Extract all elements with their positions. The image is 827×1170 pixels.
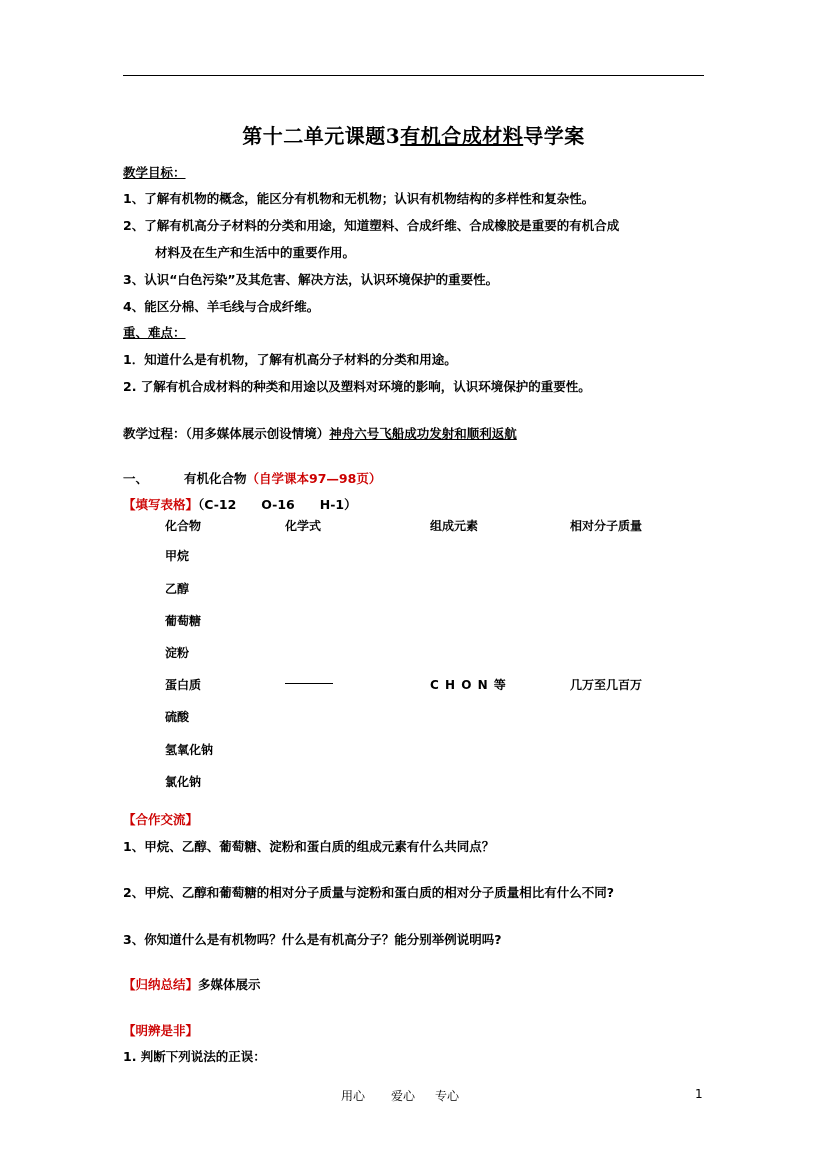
teaching-process: 教学过程：（用多媒体展示创设情境）神舟六号飞船成功发射和顺利返航 [123, 426, 517, 441]
formula-dash [285, 683, 333, 684]
fill-table-label: 【填写表格】（C-12 O-16 H-1） [123, 497, 357, 512]
goal-item-continued: 材料及在生产和生活中的重要作用。 [155, 245, 356, 260]
cooperation-question: 1、甲烷、乙醇、葡萄糖、淀粉和蛋白质的组成元素有什么共同点？ [123, 839, 495, 854]
goal-item: 2、了解有机高分子材料的分类和用途，知道塑料、合成纤维、合成橡胶是重要的有机合成 [123, 218, 620, 233]
table-row: 葡萄糖 [165, 614, 202, 628]
judge-instruction: 1. 判断下列说法的正误： [123, 1049, 266, 1064]
section-heading: 一、 有机化合物（自学课本97—98页） [123, 471, 382, 486]
table-row: 淀粉 [165, 646, 190, 660]
footer-motto: 用心 [341, 1089, 366, 1103]
table-row: 硫酸 [165, 710, 190, 724]
page-number: 1 [695, 1087, 703, 1101]
protein-elements: C H O N 等 [430, 678, 507, 692]
goal-item: 3、认识“白色污染”及其危害、解决方法，认识环境保护的重要性。 [123, 272, 499, 287]
key-point-item: 2. 了解有机合成材料的种类和用途以及塑料对环境的影响，认识环境保护的重要性。 [123, 379, 591, 394]
header-rule [123, 75, 704, 76]
table-row: 蛋白质 [165, 678, 202, 692]
cooperation-question: 2、甲烷、乙醇和葡萄糖的相对分子质量与淀粉和蛋白质的相对分子质量相比有什么不同? [123, 885, 614, 900]
key-points-heading: 重、难点： [123, 325, 186, 340]
table-header-compound: 化合物 [165, 519, 202, 533]
table-header-mass: 相对分子质量 [570, 519, 643, 533]
table-row: 氢氧化钠 [165, 743, 214, 757]
table-row: 乙醇 [165, 582, 190, 596]
table-header-elements: 组成元素 [430, 519, 479, 533]
goals-heading: 教学目标： [123, 165, 186, 180]
goal-item: 4、能区分棉、羊毛线与合成纤维。 [123, 299, 320, 314]
page-title: 第十二单元课题3有机合成材料导学案 [242, 124, 585, 148]
footer-motto: 爱心 [391, 1089, 416, 1103]
table-header-formula: 化学式 [285, 519, 322, 533]
table-row: 氯化钠 [165, 775, 202, 789]
cooperation-label: 【合作交流】 [123, 812, 199, 827]
judge-label: 【明辨是非】 [123, 1023, 199, 1038]
protein-mass: 几万至几百万 [570, 678, 643, 692]
cooperation-question: 3、你知道什么是有机物吗？什么是有机高分子？能分别举例说明吗? [123, 932, 502, 947]
key-point-item: 1．知道什么是有机物，了解有机高分子材料的分类和用途。 [123, 352, 457, 367]
footer-motto: 专心 [435, 1089, 460, 1103]
summary-line: 【归纳总结】多媒体展示 [123, 977, 261, 992]
table-row: 甲烷 [165, 549, 190, 563]
goal-item: 1、了解有机物的概念，能区分有机物和无机物；认识有机物结构的多样性和复杂性。 [123, 191, 595, 206]
